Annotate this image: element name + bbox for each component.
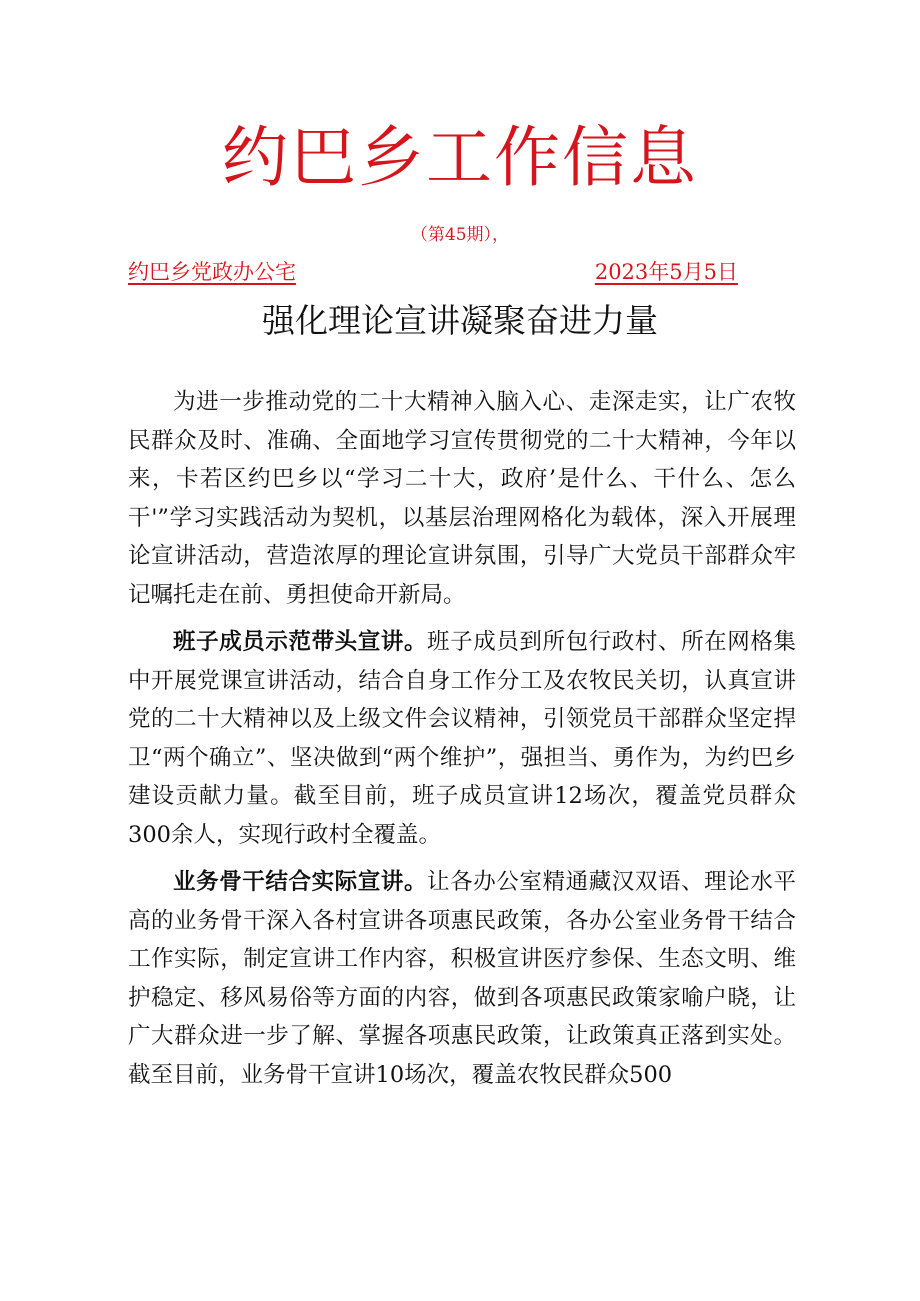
section-paragraph-leadership — [128, 623, 796, 854]
intro-paragraph — [128, 383, 796, 614]
paragraph-text: 让各办公室精通藏汉双语、理论水平高的业务骨干深入各村宣讲各项惠民政策，各办公室业务骨干结合工作实际，制定宣讲工作内容，积极宣讲医疗参保、生态文明、维护稳定、移风易俗等方面的内容，做到各项惠民政策家喻户晓，让广大群众进一步了解、掌握各项惠民政策，让政策真正落到实处。截至目前，业务骨干宣讲10场次，覆盖农牧民群众500 — [128, 869, 796, 1088]
article-title: 强化理论宣讲凝聚奋进力量 — [262, 301, 658, 340]
issue-date: 2023年5月5日 — [594, 260, 738, 284]
article-body — [128, 383, 796, 1103]
issuing-office: 约巴乡党政办公宅 — [128, 260, 296, 284]
issue-number: （第45期）， — [410, 225, 510, 245]
section-paragraph-backbone — [128, 863, 796, 1094]
paragraph-lead: 班子成员示范带头宣讲。 — [173, 629, 428, 655]
masthead-title: 约巴乡工作信息 — [222, 119, 698, 196]
paragraph-text: 班子成员到所包行政村、所在网格集中开展党课宣讲活动，结合自身工作分工及农牧民关切，认真宣讲党的二十大精神以及上级文件会议精神，引领党员干部群众坚定捍卫“两个确立”、坚决做到“两个维护”，强担当、勇作为，为约巴乡建设贡献力量。截至目前，班子成员宣讲12场次，覆盖党员群众300余人，实现行政村全覆盖。 — [128, 629, 796, 848]
paragraph-text: 为进一步推动党的二十大精神入脑入心、走深走实，让广农牧民群众及时、准确、全面地学习宣传贯彻党的二十大精神，今年以来，卡若区约巴乡以“学习二十大，政府’是什么、干什么、怎么干'”学习实践活动为契机，以基层治理网格化为载体，深入开展理论宣讲活动，营造浓厚的理论宣讲氛围，引导广大党员干部群众牢记嘱托走在前、勇担使命开新局。 — [128, 389, 796, 608]
paragraph-lead: 业务骨干结合实际宣讲。 — [173, 869, 428, 895]
